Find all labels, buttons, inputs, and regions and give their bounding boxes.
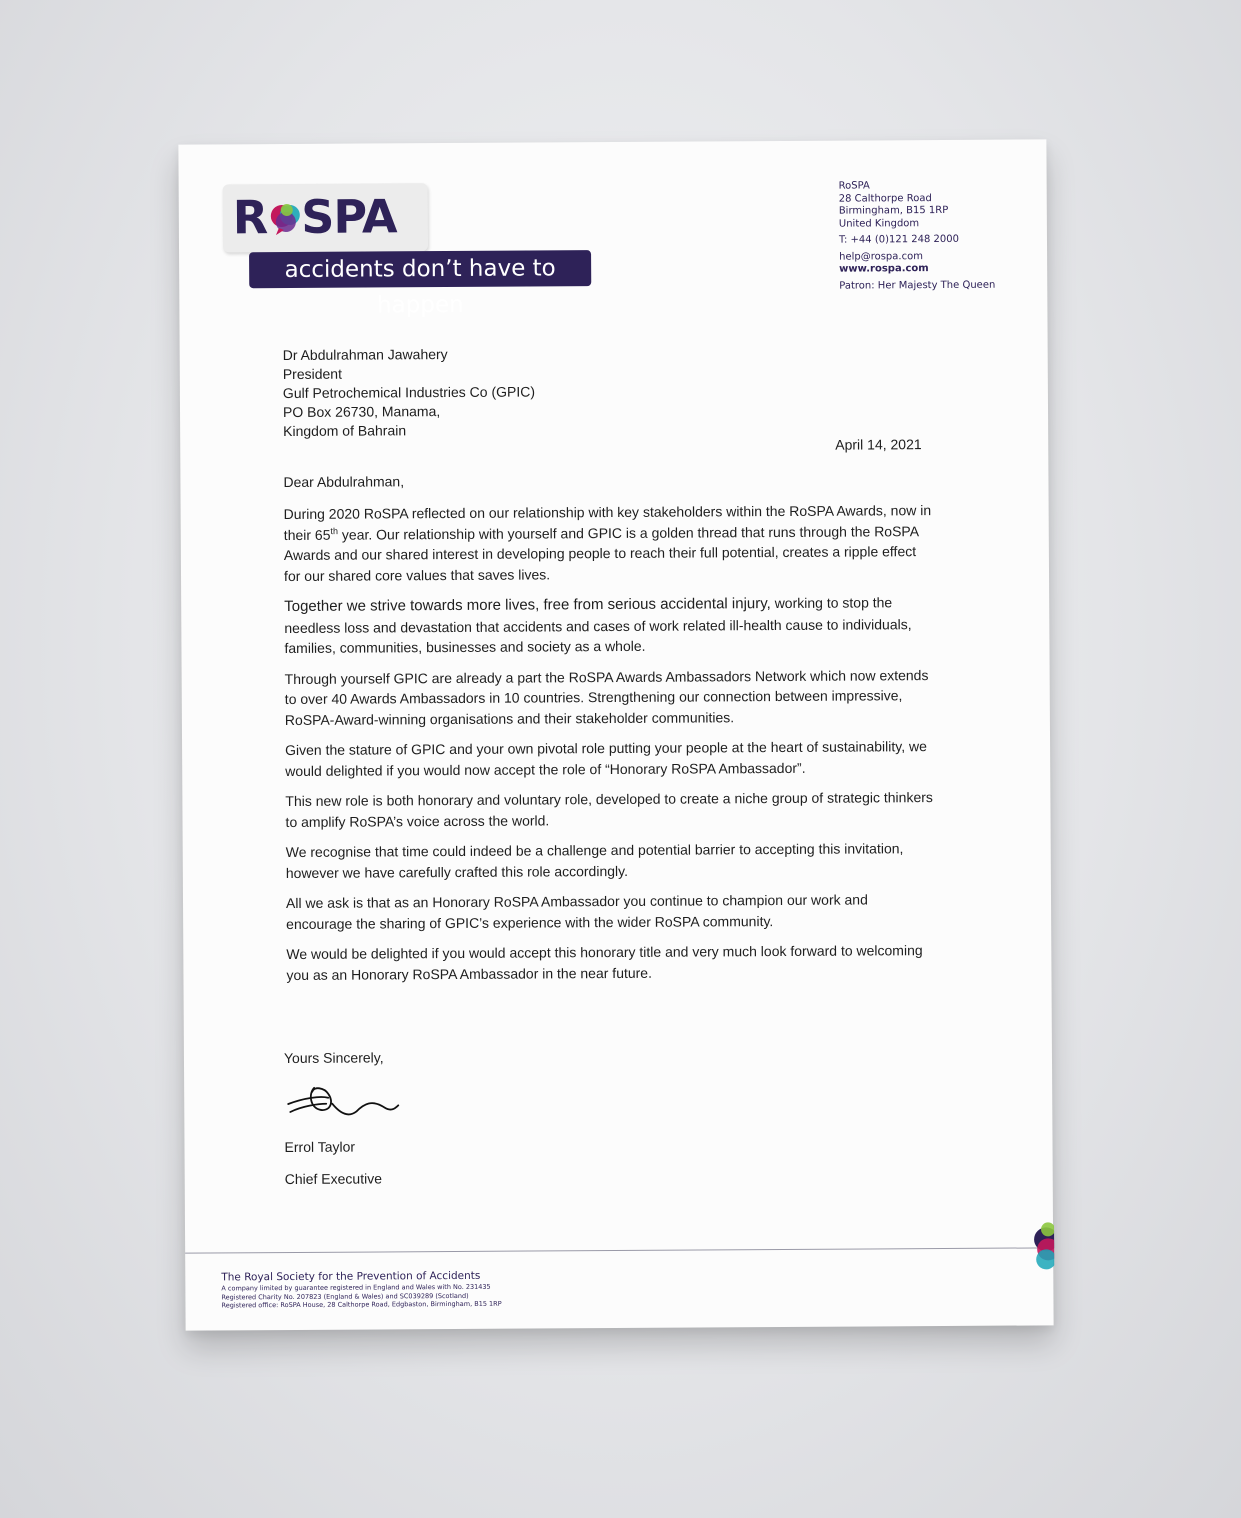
recipient-name: Dr Abdulrahman Jawahery [282, 346, 448, 364]
recipient-title: President [282, 365, 342, 383]
recipient-country: Kingdom of Bahrain [283, 422, 407, 440]
paragraph: All we ask is that as an Honorary RoSPA Ambassador you continue to champion our work and encourage the sharing of GPIC’s experience with the wider RoSPA community. [285, 891, 868, 932]
salutation: Dear Abdulrahman, [283, 473, 405, 491]
paragraph: We recognise that time could indeed be a challenge and potential barrier to accepting this invitation, however we have carefully crafted this role accordingly. [285, 840, 904, 881]
footer [221, 1269, 501, 1310]
letter-body [284, 500, 937, 995]
paragraph: Together we strive towards more lives, free from serious accidental injury, working to stop the needless loss and devastation that accidents and cases of work related ill-health cause to individuals, families, communities, businesses and society as a whole. [284, 594, 912, 657]
recipient-block [283, 342, 934, 441]
paragraph: Given the stature of GPIC and your own pivotal role putting your people at the heart of sustainability, we would delighted if you would now accept the role of “Honorary RoSPA Ambassador”. [285, 738, 927, 779]
logo-tagline: accidents don’t have to happen [249, 250, 591, 288]
footer-charity: Registered Charity No. 207823 (England & Wales) and SC039289 (Scotland) [221, 1291, 469, 1301]
email-address: help@rospa.com [839, 250, 923, 263]
signer-name: Errol Taylor [284, 1138, 356, 1156]
footer-office: Registered office: RoSPA House, 28 Calthorpe Road, Edgbaston, Birmingham, B15 1RP [221, 1299, 502, 1310]
logo-wordmark: R SPA [232, 189, 397, 245]
address-line: Birmingham, B15 1RP [838, 204, 949, 217]
footer-org-name: The Royal Society for the Prevention of Accidents [221, 1269, 481, 1284]
logo-speech-bubble-icon [269, 202, 303, 236]
paragraph: We would be delighted if you would accept this honorary title and very much look forward to welcoming you as an Honorary RoSPA Ambassador in the near future. [286, 942, 923, 983]
paragraph: This new role is both honorary and voluntary role, developed to create a niche group of strategic thinkers to amplify RoSPA’s voice across the world. [285, 789, 933, 830]
signature-icon [284, 1073, 404, 1122]
paragraph: During 2020 RoSPA reflected on our relationship with key stakeholders within the RoSPA Awards, now in their 65th year. Our relationship with yourself and GPIC is a golden thread that runs through the RoSPA Awards and our shared interest in developing people to reach their full potential, creates a ripple effect for our shared core values that saves lives. [283, 502, 932, 584]
paragraph: Through yourself GPIC are already a part the RoSPA Awards Ambassadors Network which now extends to over 40 Awards Ambassadors in 10 countries. Strengthening our connection between impressive, RoSPA-Award-winning organisations and their stakeholder communities. [284, 666, 929, 728]
sender-address [839, 180, 996, 293]
footer-divider [185, 1247, 1053, 1253]
address-line: United Kingdom [838, 217, 920, 230]
address-line: RoSPA [838, 180, 870, 192]
recipient-po-box: PO Box 26730, Manama, [282, 403, 441, 421]
recipient-company: Gulf Petrochemical Industries Co (GPIC) [282, 383, 536, 402]
letter-date: April 14, 2021 [835, 436, 922, 453]
letter-sheet [178, 139, 1053, 1330]
signer-title: Chief Executive [284, 1170, 383, 1188]
footer-brand-mark-icon [1028, 1219, 1054, 1275]
closing: Yours Sincerely, [283, 1049, 384, 1067]
address-line: 28 Calthorpe Road [838, 192, 932, 205]
patron-line: Patron: Her Majesty The Queen [839, 279, 996, 292]
website: www.rospa.com [839, 263, 929, 275]
phone-number: T: +44 (0)121 248 2000 [838, 233, 960, 246]
footer-registration: A company limited by guarantee registered in England and Wales with No. 231435 [221, 1282, 491, 1293]
rospa-logo [223, 183, 428, 252]
